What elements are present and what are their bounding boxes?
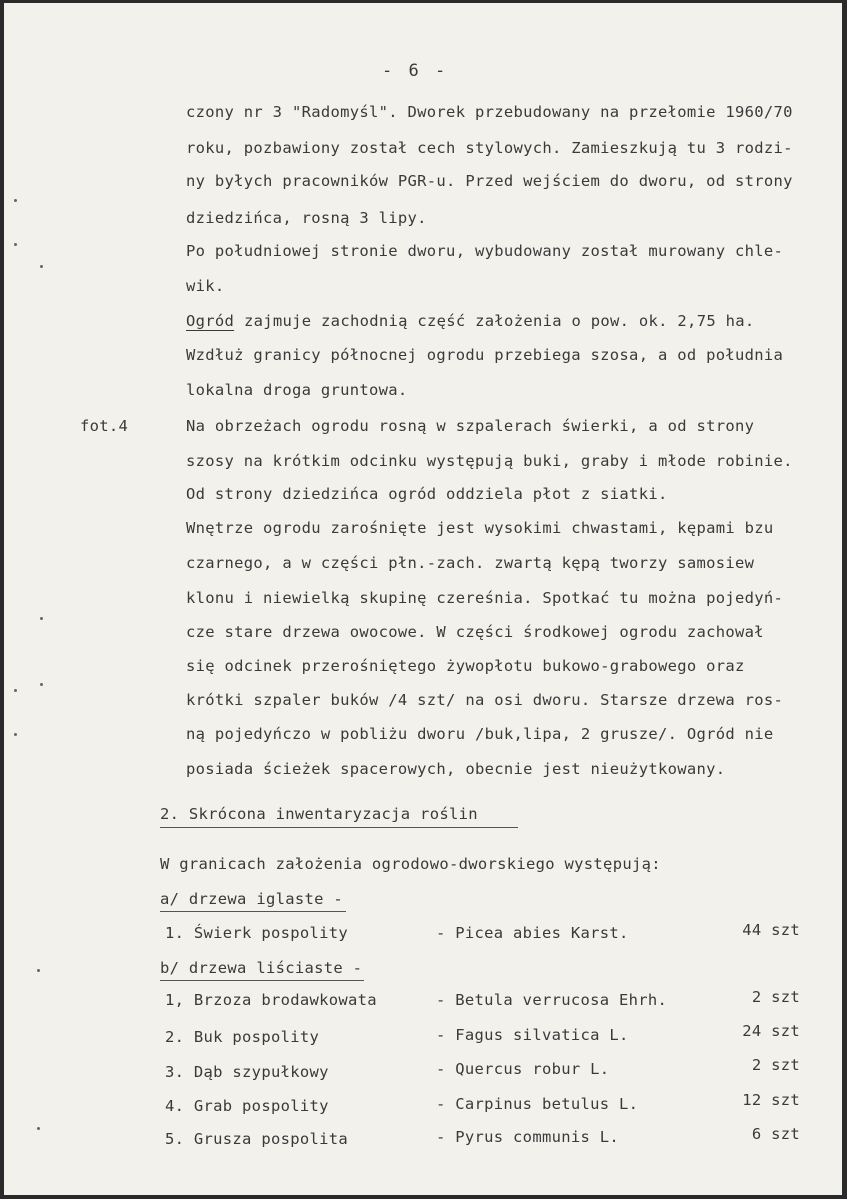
species-latin: - Betula verrucosa Ehrh. <box>436 991 668 1009</box>
body-line: się odcinek przerośniętego żywopłotu bukowo-grabowego oraz <box>186 657 745 675</box>
species-latin: - Quercus robur L. <box>436 1060 610 1078</box>
body-line: Od strony dziedzińca ogród oddziela płot z siatki. <box>186 485 668 503</box>
species-latin: - Fagus silvatica L. <box>436 1026 629 1044</box>
species-count: 44 szt <box>742 921 800 939</box>
body-line: roku, pozbawiony został cech stylowych. Zamieszkują tu 3 rodzi- <box>186 139 793 157</box>
ogrod-word: Ogród <box>186 312 235 330</box>
body-line: czony nr 3 "Radomyśl". Dworek przebudowany na przełomie 1960/70 <box>186 103 793 121</box>
section-heading-underline <box>160 827 518 828</box>
group-b-underline <box>160 980 364 981</box>
species-name: 3. Dąb szypułkowy <box>165 1063 329 1081</box>
page-number: - 6 - <box>382 61 449 81</box>
species-name: 1, Brzoza brodawkowata <box>165 991 377 1009</box>
scan-speck <box>40 265 43 268</box>
scan-speck <box>40 683 43 686</box>
body-line: Na obrzeżach ogrodu rosną w szpalerach świerki, a od strony <box>186 417 755 435</box>
scan-speck <box>14 733 17 736</box>
document-page <box>4 3 842 1195</box>
group-a-heading: a/ drzewa iglaste - <box>160 890 344 908</box>
body-line: dziedzińca, rosną 3 lipy. <box>186 209 427 227</box>
species-count: 2 szt <box>751 988 800 1006</box>
body-line: wik. <box>186 277 225 295</box>
species-count: 2 szt <box>751 1056 800 1074</box>
body-line: ną pojedyńczo w pobliżu dworu /buk,lipa, 2 grusze/. Ogród nie <box>186 725 774 743</box>
body-line: Wzdłuż granicy północnej ogrodu przebiega szosa, a od południa <box>186 346 784 364</box>
scan-speck <box>14 199 17 202</box>
body-line: szosy na krótkim odcinku występują buki, graby i młode robinie. <box>186 452 793 470</box>
scan-speck <box>37 969 40 972</box>
group-b-heading: b/ drzewa liściaste - <box>160 959 363 977</box>
species-latin: - Carpinus betulus L. <box>436 1095 639 1113</box>
group-a-underline <box>160 911 346 912</box>
scan-speck <box>14 243 17 246</box>
body-line: Po południowej stronie dworu, wybudowany został murowany chle- <box>186 242 784 260</box>
body-line: cze stare drzewa owocowe. W części środkowej ogrodu zachował <box>186 623 764 641</box>
species-name: 1. Świerk pospolity <box>165 924 349 942</box>
body-line: klonu i niewielką skupinę czereśnia. Spotkać tu można pojedyń- <box>186 589 784 607</box>
body-line: krótki szpaler buków /4 szt/ na osi dworu. Starsze drzewa ros- <box>186 691 784 709</box>
species-latin: - Picea abies Karst. <box>436 924 629 942</box>
species-name: 4. Grab pospolity <box>165 1097 329 1115</box>
body-line: czarnego, a w części płn.-zach. zwartą kępą tworzy samosiew <box>186 554 755 572</box>
species-latin: - Pyrus communis L. <box>436 1128 620 1146</box>
section-heading: 2. Skrócona inwentaryzacja roślin <box>160 805 478 823</box>
species-count: 24 szt <box>742 1022 800 1040</box>
body-line: lokalna droga gruntowa. <box>186 381 408 399</box>
species-count: 6 szt <box>751 1125 800 1143</box>
species-name: 5. Grusza pospolita <box>165 1130 349 1148</box>
body-line: zajmuje zachodnią część założenia o pow. ok. 2,75 ha. <box>244 312 755 330</box>
scan-speck <box>14 689 17 692</box>
intro-line: W granicach założenia ogrodowo-dworskiego występują: <box>160 855 661 873</box>
scan-speck <box>40 617 43 620</box>
body-line: ny byłych pracowników PGR-u. Przed wejściem do dworu, od strony <box>186 172 793 190</box>
body-line: posiada ścieżek spacerowych, obecnie jest nieużytkowany. <box>186 760 726 778</box>
body-line: Wnętrze ogrodu zarośnięte jest wysokimi chwastami, kępami bzu <box>186 519 774 537</box>
species-count: 12 szt <box>742 1091 800 1109</box>
species-name: 2. Buk pospolity <box>165 1028 320 1046</box>
scan-speck <box>37 1127 40 1130</box>
margin-note: fot.4 <box>80 417 129 435</box>
